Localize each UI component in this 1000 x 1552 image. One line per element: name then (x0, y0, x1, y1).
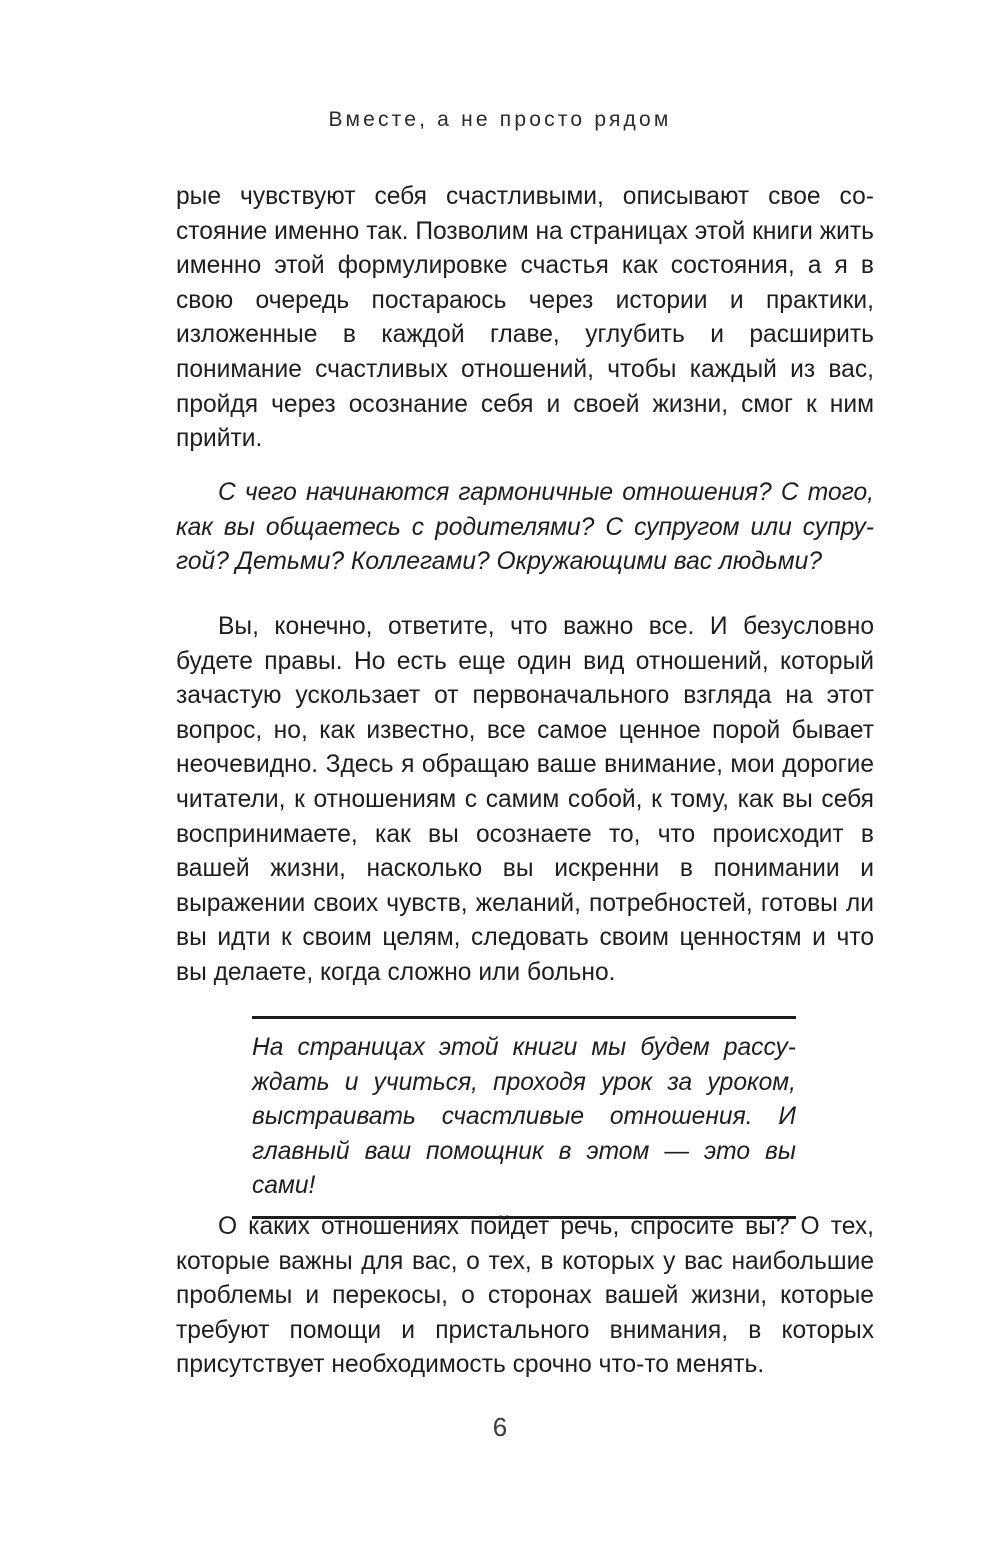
body-text-section (176, 610, 874, 991)
italic-question-paragraph: С чего начинаются гармоничные отношения? С того, как вы общаетесь с родителями? С супругом или супругой? Детьми? Коллегами? Окружающими вас людьми? (176, 479, 874, 576)
paragraph-which-relationships: О каких отношениях пойдет речь, спросите вы? О тех, которые важны для вас, о тех, в которых у вас наибольшие проблемы и перекосы, о сторонах вашей жизни, которые требуют помощи и пристального внимания, в которых присутствует необходимость срочно что-то менять. (176, 1213, 874, 1379)
running-header: Вместе, а не просто рядом (328, 108, 672, 131)
italic-question-section (176, 476, 874, 580)
callout-box (252, 1016, 796, 1219)
callout-text: На страницах этой книги мы будем рассуждать и учиться, проходя урок за уроком, выстраивать счастливые отношения. И главный ваш помощник в этом — это вы сами! (252, 1034, 796, 1200)
paragraph-self-relationship: Вы, конечно, ответите, что важно все. И безусловно будете правы. Но есть еще один вид отношений, который зачастую ускользает от первоначального взгляда на этот вопрос, но, как известно, все самое ценное порой бывает неочевидно. Здесь я обращаю ваше внимание, мои дорогие читатели, к отношениям с самим собой, к тому, как вы себя воспринимаете, как вы осознаете то, что происходит в вашей жизни, насколько вы искренни в понимании и выражении своих чувств, желаний, потребностей, готовы ли вы идти к своим целям, следовать своим ценностям и что вы делаете, когда сложно или больно. (176, 613, 874, 986)
page-number: 6 (492, 1412, 508, 1442)
body-text-section (176, 1210, 874, 1383)
paragraph-continuation: рые чувствуют себя счастливыми, описывают свое состояние именно так. Позволим на страницах этой книги жить именно этой формулировке счастья как состояния, а я в свою очередь постараюсь через истории и практики, изложенные в каждой главе, углубить и расширить понимание счастливых отношений, чтобы каждый из вас, пройдя через осознание себя и своей жизни, смог к ним прийти. (176, 183, 874, 453)
body-text-section (176, 180, 874, 457)
